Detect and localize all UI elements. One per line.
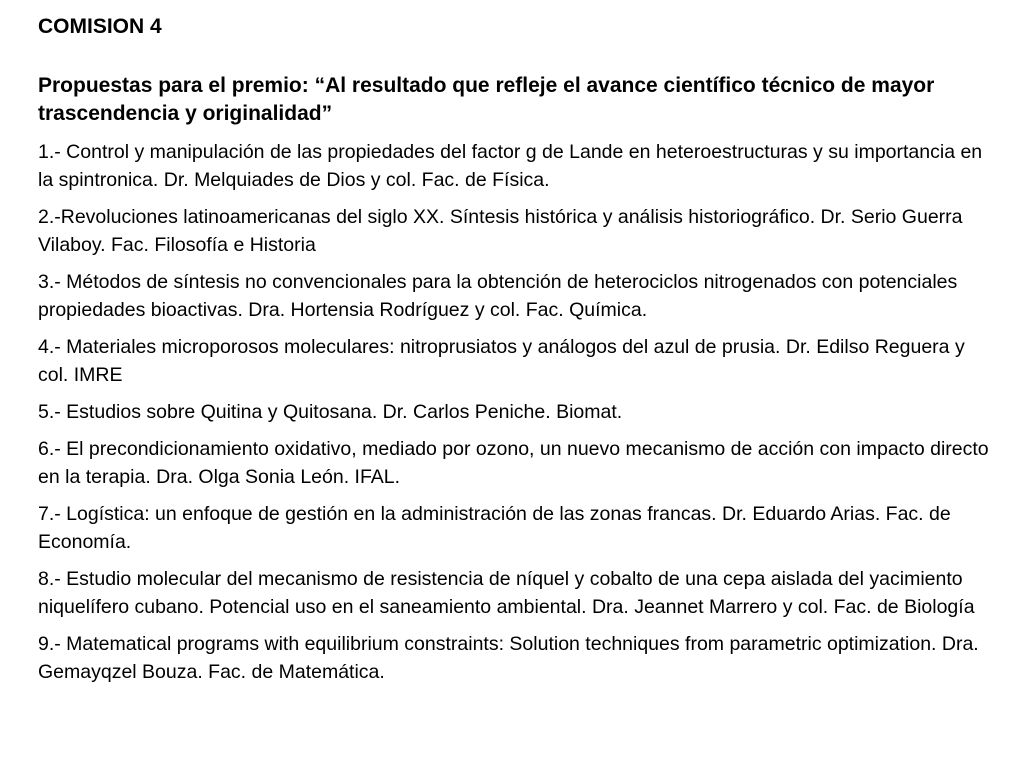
proposal-item-9: 9.- Matematical programs with equilibrium constraints: Solution techniques from parametric optimization. Dra. Gemayqzel Bouza. Fac. de Matemática. [38,633,979,683]
proposal-list [38,138,998,686]
proposal-item-4: 4.- Materiales microporosos moleculares: nitroprusiatos y análogos del azul de prusia. Dr. Edilso Reguera y col. IMRE [38,336,965,386]
proposal-item-5: 5.- Estudios sobre Quitina y Quitosana. Dr. Carlos Peniche. Biomat. [38,401,623,423]
proposal-item-6: 6.- El precondicionamiento oxidativo, mediado por ozono, un nuevo mecanismo de acción con impacto directo en la terapia. Dra. Olga Sonia León. IFAL. [38,438,989,488]
proposal-item-8: 8.- Estudio molecular del mecanismo de resistencia de níquel y cobalto de una cepa aislada del yacimiento niquelífero cubano. Potencial uso en el saneamiento ambiental. Dra. Jeannet Marrero y col. Fac. de Biología [38,568,975,618]
commission-heading: COMISION 4 [38,15,162,38]
proposal-item-1: 1.- Control y manipulación de las propiedades del factor g de Lande en heteroestructuras y su importancia en la spintronica. Dr. Melquiades de Dios y col. Fac. de Física. [38,141,983,191]
proposal-item-7: 7.- Logística: un enfoque de gestión en la administración de las zonas francas. Dr. Eduardo Arias. Fac. de Economía. [38,503,951,553]
slide-content [38,12,998,695]
proposal-item-3: 3.- Métodos de síntesis no convencionales para la obtención de heterociclos nitrogenados con potenciales propiedades bioactivas. Dra. Hortensia Rodríguez y col. Fac. Química. [38,271,958,321]
proposal-item-2: 2.-Revoluciones latinoamericanas del siglo XX. Síntesis histórica y análisis historiográfico. Dr. Serio Guerra Vilaboy. Fac. Filosofía e Historia [38,206,963,256]
award-subtitle: Propuestas para el premio: “Al resultado que refleje el avance científico técnico de mayor trascendencia y originalidad” [38,74,935,125]
